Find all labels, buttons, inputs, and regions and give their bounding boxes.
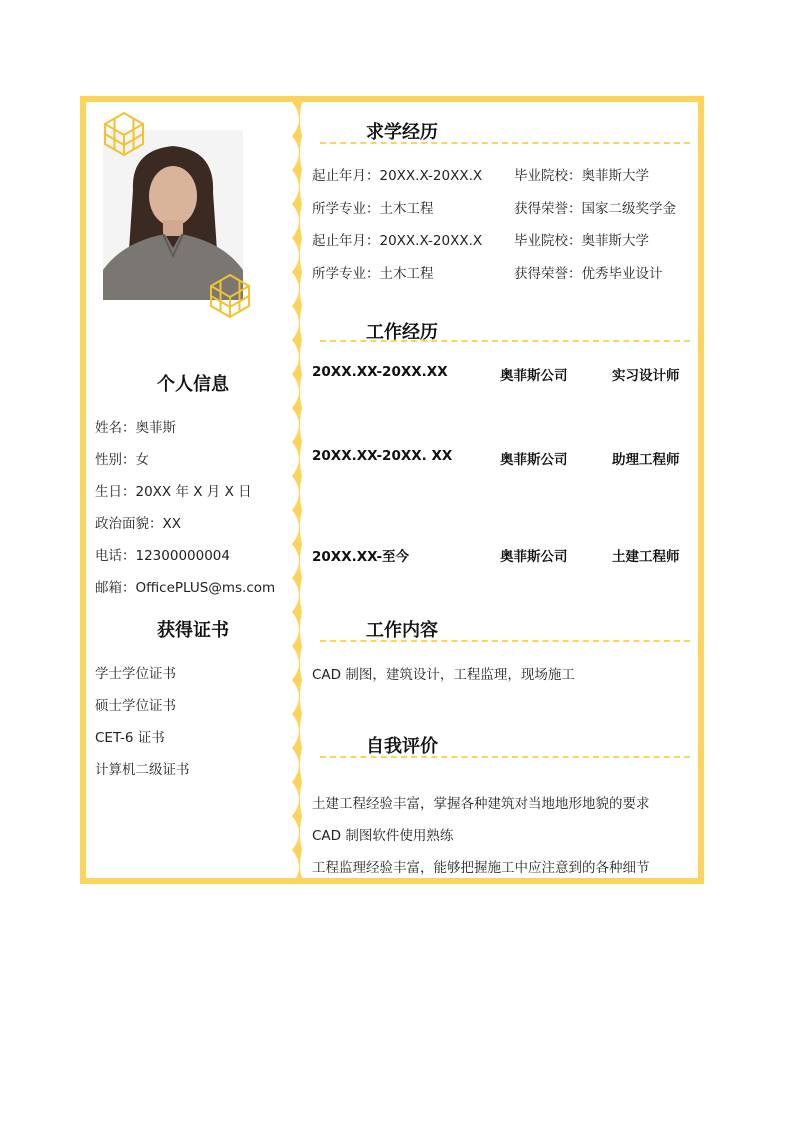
work-period: 20XX.XX-20XX. XX bbox=[312, 448, 453, 464]
education-honor: 获得荣誉：国家二级奖学金 bbox=[514, 201, 676, 217]
section-divider bbox=[320, 640, 690, 642]
work-content-title: 工作内容 bbox=[366, 620, 438, 641]
certificates-title: 获得证书 bbox=[157, 620, 229, 641]
work-period: 20XX.XX-20XX.XX bbox=[312, 364, 448, 380]
work-company: 奥菲斯公司 bbox=[500, 452, 568, 468]
education-major: 所学专业：土木工程 bbox=[312, 266, 434, 282]
certificate-item: CET-6 证书 bbox=[95, 730, 165, 746]
field-political-status: 政治面貌：XX bbox=[95, 516, 181, 532]
self-eval-title: 自我评价 bbox=[366, 736, 438, 757]
self-eval-line: CAD 制图软件使用熟练 bbox=[312, 828, 454, 844]
education-title: 求学经历 bbox=[366, 122, 438, 143]
work-role: 助理工程师 bbox=[612, 452, 680, 468]
work-period: 20XX.XX-至今 bbox=[312, 549, 410, 565]
section-divider bbox=[320, 142, 690, 144]
work-content-text: CAD 制图，建筑设计，工程监理，现场施工 bbox=[312, 667, 575, 683]
work-title: 工作经历 bbox=[366, 322, 438, 343]
cube-icon bbox=[206, 272, 254, 320]
resume-page bbox=[80, 96, 704, 884]
work-company: 奥菲斯公司 bbox=[500, 368, 568, 384]
field-phone: 电话：12300000004 bbox=[95, 548, 230, 564]
wavy-divider bbox=[287, 102, 307, 878]
certificate-item: 学士学位证书 bbox=[95, 666, 176, 682]
field-birthday: 生日：20XX 年 X 月 X 日 bbox=[95, 484, 252, 500]
education-school: 毕业院校：奥菲斯大学 bbox=[514, 233, 649, 249]
certificate-item: 硕士学位证书 bbox=[95, 698, 176, 714]
education-school: 毕业院校：奥菲斯大学 bbox=[514, 168, 649, 184]
personal-info-title: 个人信息 bbox=[157, 374, 229, 395]
cube-icon bbox=[100, 110, 148, 158]
section-divider bbox=[320, 756, 690, 758]
education-period: 起止年月：20XX.X-20XX.X bbox=[312, 168, 483, 184]
work-company: 奥菲斯公司 bbox=[500, 549, 568, 565]
education-major: 所学专业：土木工程 bbox=[312, 201, 434, 217]
field-name: 姓名：奥菲斯 bbox=[95, 420, 176, 436]
education-period: 起止年月：20XX.X-20XX.X bbox=[312, 233, 483, 249]
self-eval-line: 工程监理经验丰富，能够把握施工中应注意到的各种细节 bbox=[312, 860, 650, 876]
work-role: 实习设计师 bbox=[612, 368, 680, 384]
field-gender: 性别：女 bbox=[95, 452, 149, 468]
section-divider bbox=[320, 340, 690, 342]
education-honor: 获得荣誉：优秀毕业设计 bbox=[514, 266, 663, 282]
work-role: 土建工程师 bbox=[612, 549, 680, 565]
field-email: 邮箱：OfficePLUS@ms.com bbox=[95, 580, 276, 596]
certificate-item: 计算机二级证书 bbox=[95, 762, 190, 778]
self-eval-line: 土建工程经验丰富，掌握各种建筑对当地地形地貌的要求 bbox=[312, 796, 650, 812]
